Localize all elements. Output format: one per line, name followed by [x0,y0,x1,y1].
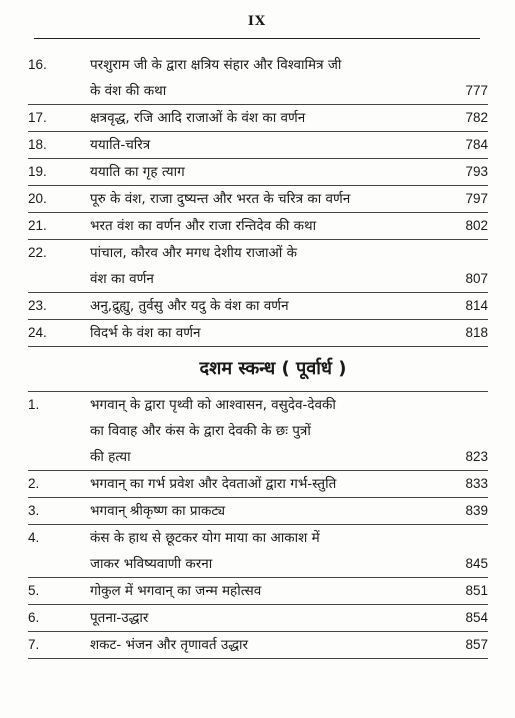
page-reference: 818 [465,325,488,340]
chapter-title: क्षत्रवृद्ध, रजि आदि राजाओं के वंश का वर्णन [90,110,306,126]
chapter-title: भरत वंश का वर्णन और राजा रन्तिदेव की कथा [90,218,317,234]
toc-entry-line [28,266,488,292]
toc-entry-line [28,213,488,239]
chapter-number: 23. [28,298,47,313]
toc-entry-line [28,525,488,551]
chapter-title: ययाति का गृह त्याग [90,164,185,180]
toc-entry [28,498,488,525]
chapter-title: पूरु के वंश, राजा दुष्यन्त और भरत के चरित्र का वर्णन [90,191,351,207]
toc-entry-line [28,105,488,131]
chapter-title: के वंश की कथा [90,83,167,99]
toc-entry [28,605,488,632]
toc-entry-line [28,52,488,78]
chapter-number: 22. [28,245,47,260]
toc-entry [28,186,488,213]
toc-entry [28,105,488,132]
page-reference: 797 [465,191,488,206]
page-reference: 839 [465,503,488,518]
toc-entry-line [28,320,488,346]
chapter-number: 20. [28,191,47,206]
chapter-number: 24. [28,325,47,340]
toc-entry-line [28,159,488,185]
toc-entry [28,392,488,471]
page-reference: 833 [465,476,488,491]
chapter-title: भगवान् का गर्भ प्रवेश और देवताओं द्वारा गर्भ-स्तुति [90,476,337,492]
chapter-title: का विवाह और कंस के द्वारा देवकी के छः पुत्रों [90,423,311,439]
toc-entry [28,132,488,159]
toc-entry-line [28,498,488,524]
header-divider [34,38,480,39]
toc-entry-line [28,186,488,212]
chapter-title: शकट- भंजन और तृणावर्त उद्धार [90,637,249,653]
toc-entry-line [28,605,488,631]
chapter-number: 18. [28,137,47,152]
chapter-title: अनु,द्रुह्यु, तुर्वसु और यदु के वंश का वर्णन [90,298,289,314]
chapter-number: 7. [28,637,40,652]
toc-entry-line [28,471,488,497]
toc-entry-line [28,418,488,444]
toc-entry-line [28,551,488,577]
page-reference: 851 [465,583,488,598]
toc-entry-line [28,132,488,158]
chapter-title: कंस के हाथ से छूटकर योग माया का आकाश में [90,530,320,546]
page-number: IX [247,14,267,29]
page-reference: 857 [465,637,488,652]
toc-group-skandha-9 [28,52,488,347]
toc-entry-line [28,444,488,470]
chapter-title: गोकुल में भगवान् का जन्म महोत्सव [90,583,262,599]
toc-entry-line [28,240,488,266]
toc-entry [28,471,488,498]
page-reference: 854 [465,610,488,625]
page-reference: 777 [465,83,488,98]
toc-entry [28,159,488,186]
chapter-number: 16. [28,57,47,72]
chapter-title: विदर्भ के वंश का वर्णन [90,325,201,341]
toc-entry [28,632,488,659]
page-reference: 823 [465,449,488,464]
toc-entry-line [28,293,488,319]
chapter-number: 4. [28,530,40,545]
chapter-number: 17. [28,110,47,125]
toc-entry-line [28,78,488,104]
page-reference: 845 [465,556,488,571]
toc-group-skandha-10 [28,392,488,659]
chapter-title: पांचाल, कौरव और मगध देशीय राजाओं के [90,245,297,261]
toc-entry-line [28,632,488,658]
section-title: दशम स्कन्ध ( पूर्वार्ध ) [28,347,488,392]
chapter-title: भगवान् के द्वारा पृथ्वी को आश्वासन, वसुदेव-देवकी [90,397,336,413]
chapter-title: ययाति-चरित्र [90,137,151,153]
page-reference: 807 [465,271,488,286]
chapter-title: की हत्या [90,449,131,465]
chapter-title: वंश का वर्णन [90,271,154,287]
toc-entry [28,52,488,105]
page-reference: 802 [465,218,488,233]
toc-entry [28,213,488,240]
chapter-number: 21. [28,218,47,233]
page-reference: 784 [465,137,488,152]
chapter-number: 6. [28,610,40,625]
chapter-title: परशुराम जी के द्वारा क्षत्रिय संहार और विश्वामित्र जी [90,57,342,73]
chapter-number: 19. [28,164,47,179]
toc-entry [28,240,488,293]
toc-entry [28,293,488,320]
toc-entry [28,525,488,578]
chapter-title: भगवान् श्रीकृष्ण का प्राकट्य [90,503,226,519]
toc-entry-line [28,392,488,418]
chapter-number: 2. [28,476,40,491]
toc-entry [28,320,488,347]
page-header [34,10,480,29]
chapter-number: 3. [28,503,40,518]
chapter-number: 1. [28,397,40,412]
toc-entry [28,578,488,605]
chapter-title: पूतना-उद्धार [90,610,149,626]
chapter-number: 5. [28,583,40,598]
chapter-title: जाकर भविष्यवाणी करना [90,556,213,572]
page-reference: 782 [465,110,488,125]
page-reference: 793 [465,164,488,179]
page-reference: 814 [465,298,488,313]
toc-entry-line [28,578,488,604]
table-of-contents [28,52,488,659]
